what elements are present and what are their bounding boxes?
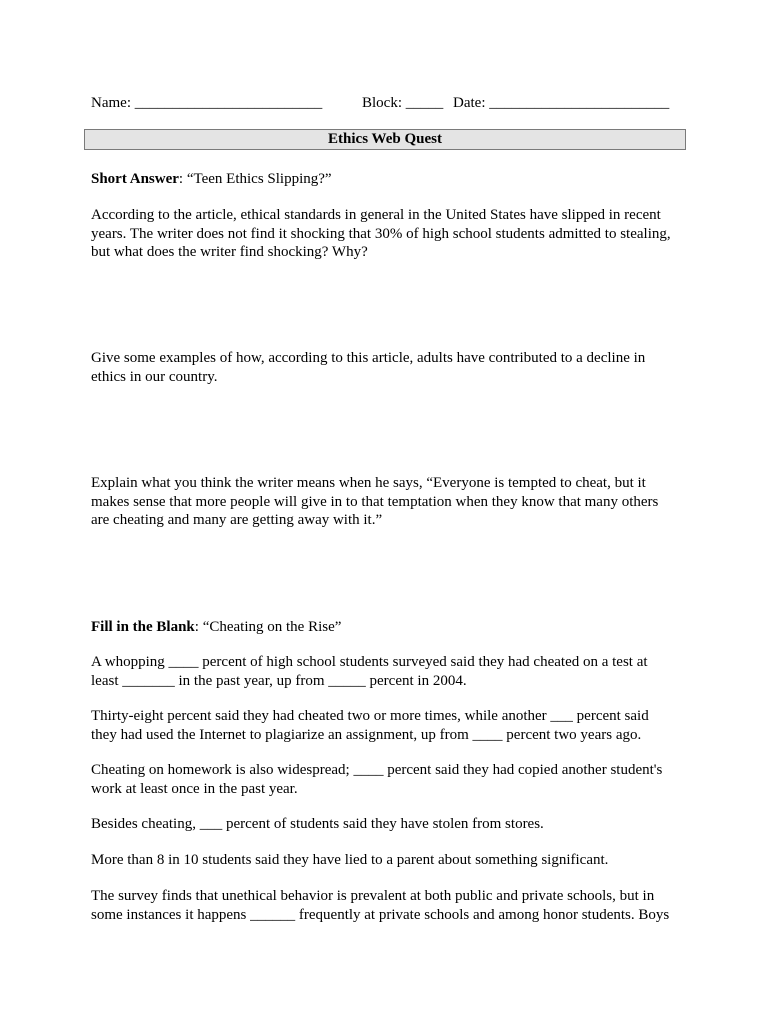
date-field[interactable]: Date: ________________________ [453, 95, 670, 111]
question-1: According to the article, ethical standards in general in the United States have slipped in recent years. The writer does not find it shocking that 30% of high school students admitted to stealing, but what does the writer find shocking? Why? [91, 207, 671, 260]
fill-paragraph-5: More than 8 in 10 students said they have lied to a parent about something significant. [91, 852, 609, 868]
short-answer-heading [91, 170, 332, 188]
fill-paragraph-3: Cheating on homework is also widespread; ____ percent said they had copied another student's work at least once in the past year. [91, 762, 663, 797]
block-field[interactable]: Block: _____ [362, 95, 444, 111]
fill-paragraph-6: The survey finds that unethical behavior is prevalent at both public and private schools, but in some instances it happens ______ frequently at private schools and among honor students. Boys [91, 888, 670, 923]
page-title: Ethics Web Quest [328, 131, 442, 147]
fill-paragraph-4: Besides cheating, ___ percent of students said they have stolen from stores. [91, 816, 544, 832]
short-answer-heading-title: : “Teen Ethics Slipping?” [178, 171, 332, 187]
fill-blank-heading [91, 618, 341, 636]
fill-blank-heading-label: Fill in the Blank [91, 619, 195, 635]
short-answer-heading-label: Short Answer [91, 171, 179, 187]
fill-paragraph-1: A whopping ____ percent of high school students surveyed said they had cheated on a test at least _______ in the past year, up from _____ percent in 2004. [91, 654, 648, 689]
question-3: Explain what you think the writer means when he says, “Everyone is tempted to cheat, but it makes sense that more people will give in to that temptation when they know that many others are cheating and many are getting away with it.” [91, 475, 659, 528]
question-2: Give some examples of how, according to this article, adults have contributed to a decline in ethics in our country. [91, 350, 646, 385]
name-field[interactable]: Name: _________________________ [91, 95, 323, 111]
title-banner [84, 129, 686, 150]
fill-paragraph-2: Thirty-eight percent said they had cheated two or more times, while another ___ percent said they had used the Internet to plagiarize an assignment, up from ____ percent two years ago. [91, 708, 649, 743]
fill-blank-heading-title: : “Cheating on the Rise” [194, 619, 342, 635]
